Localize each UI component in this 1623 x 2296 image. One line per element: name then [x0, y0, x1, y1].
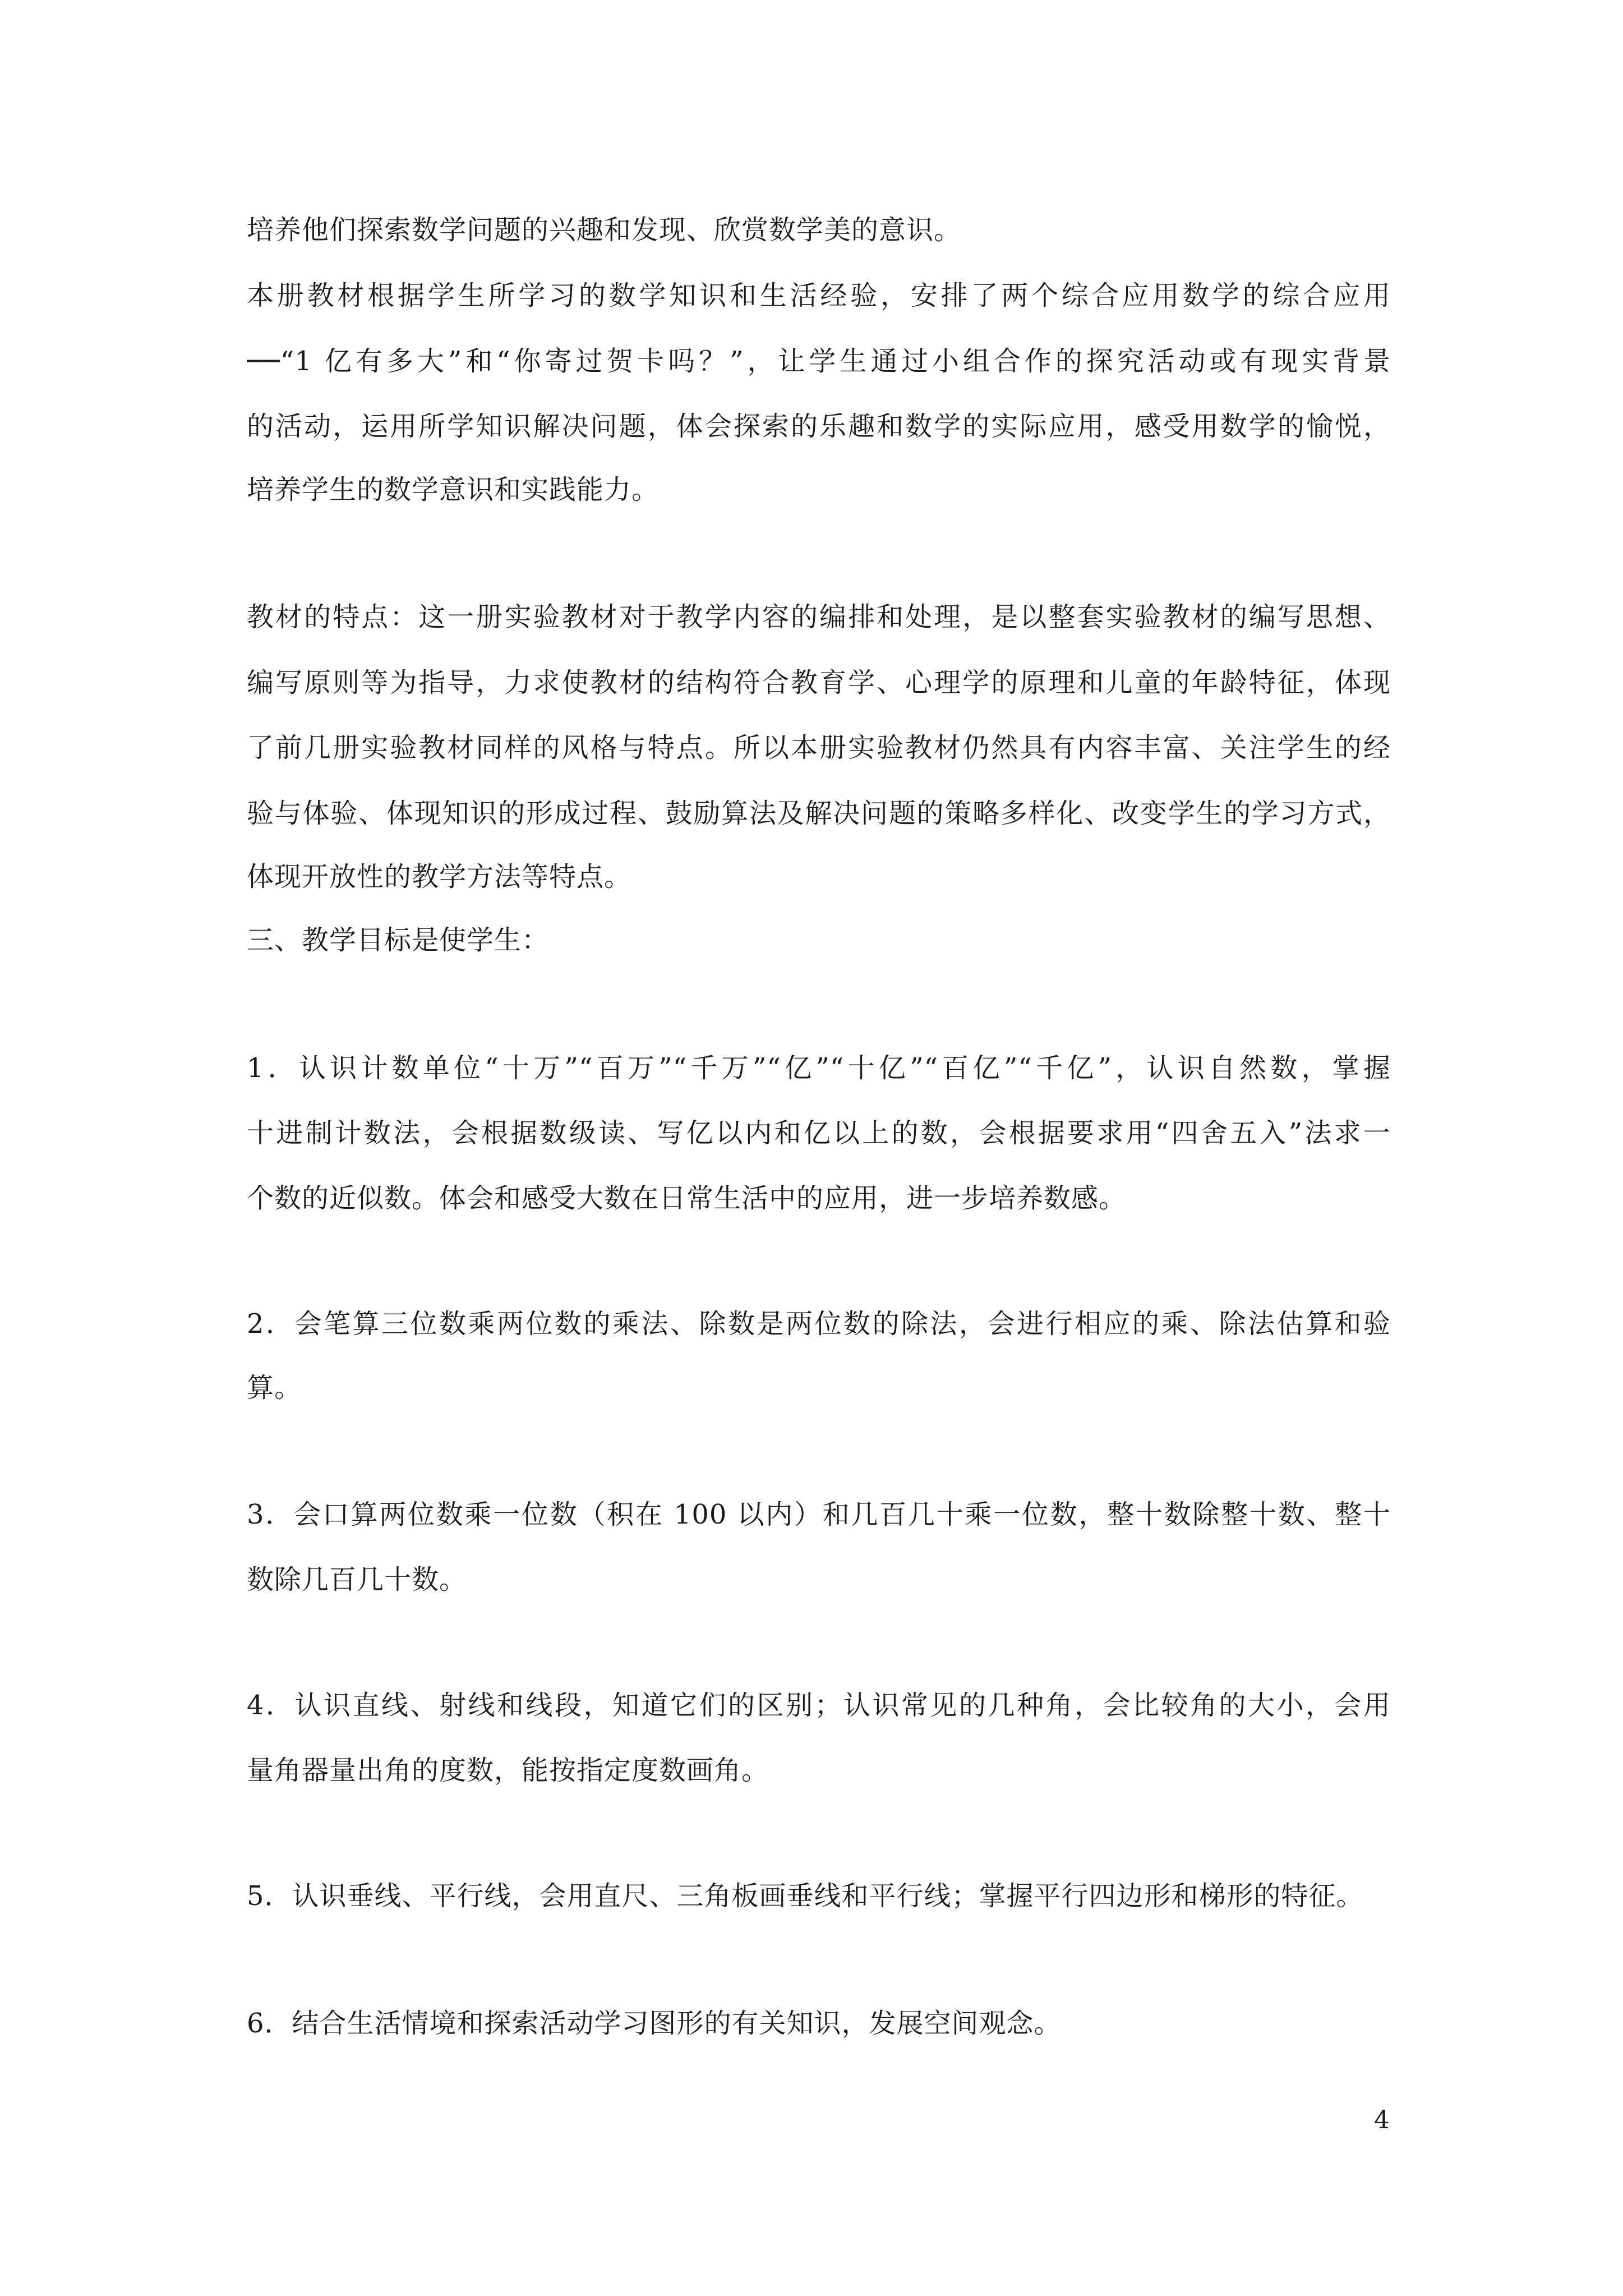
list-item: 个数的近似数。体会和感受大数在日常生活中的应用，进一步培养数感。: [247, 1182, 1127, 1214]
text-line: ──“1 亿有多大”和“你寄过贺卡吗？”，让学生通过小组合作的探究活动或有现实背景: [247, 346, 1391, 377]
text-line: 本册教材根据学生所学习的数学知识和生活经验，安排了两个综合应用数学的综合应用: [247, 280, 1391, 311]
section-heading: 三、教学目标是使学生：: [247, 924, 550, 956]
list-item: 2．会笔算三位数乘两位数的乘法、除数是两位数的除法，会进行相应的乘、除法估算和验: [247, 1308, 1391, 1340]
list-item: 1．认识计数单位“十万”“百万”“千万”“亿”“十亿”“百亿”“千亿”，认识自然数，掌握: [247, 1052, 1391, 1084]
text-line: 编写原则等为指导，力求使教材的结构符合教育学、心理学的原理和儿童的年龄特征，体现: [247, 667, 1391, 698]
list-item: 3．会口算两位数乘一位数（积在 100 以内）和几百几十乘一位数，整十数除整十数、整十: [247, 1499, 1391, 1530]
list-item: 十进制计数法，会根据数级读、写亿以内和亿以上的数，会根据要求用“四舍五入”法求一: [247, 1117, 1391, 1149]
list-item: 算。: [247, 1372, 302, 1404]
text-line: 验与体验、体现知识的形成过程、鼓励算法及解决问题的策略多样化、改变学生的学习方式，: [247, 798, 1391, 829]
text-line: 了前几册实验教材同样的风格与特点。所以本册实验教材仍然具有内容丰富、关注学生的经: [247, 732, 1391, 763]
text-line: 体现开放性的教学方法等特点。: [247, 861, 632, 892]
text-line: 培养他们探索数学问题的兴趣和发现、欣赏数学美的意识。: [247, 214, 962, 246]
text-line: 教材的特点：这一册实验教材对于教学内容的编排和处理，是以整套实验教材的编写思想、: [247, 601, 1391, 633]
list-item: 5．认识垂线、平行线，会用直尺、三角板画垂线和平行线；掌握平行四边形和梯形的特征。: [247, 1880, 1364, 1912]
page-number: 4: [1374, 2106, 1390, 2134]
list-item: 数除几百几十数。: [247, 1564, 467, 1595]
text-line: 培养学生的数学意识和实践能力。: [247, 474, 660, 505]
list-item: 量角器量出角的度数，能按指定度数画角。: [247, 1755, 769, 1786]
list-item: 4．认识直线、射线和线段，知道它们的区别；认识常见的几种角，会比较角的大小，会用: [247, 1690, 1391, 1721]
list-item: 6．结合生活情境和探索活动学习图形的有关知识，发展空间观念。: [247, 2008, 1062, 2039]
text-line: 的活动，运用所学知识解决问题，体会探索的乐趣和数学的实际应用，感受用数学的愉悦，: [247, 411, 1391, 442]
